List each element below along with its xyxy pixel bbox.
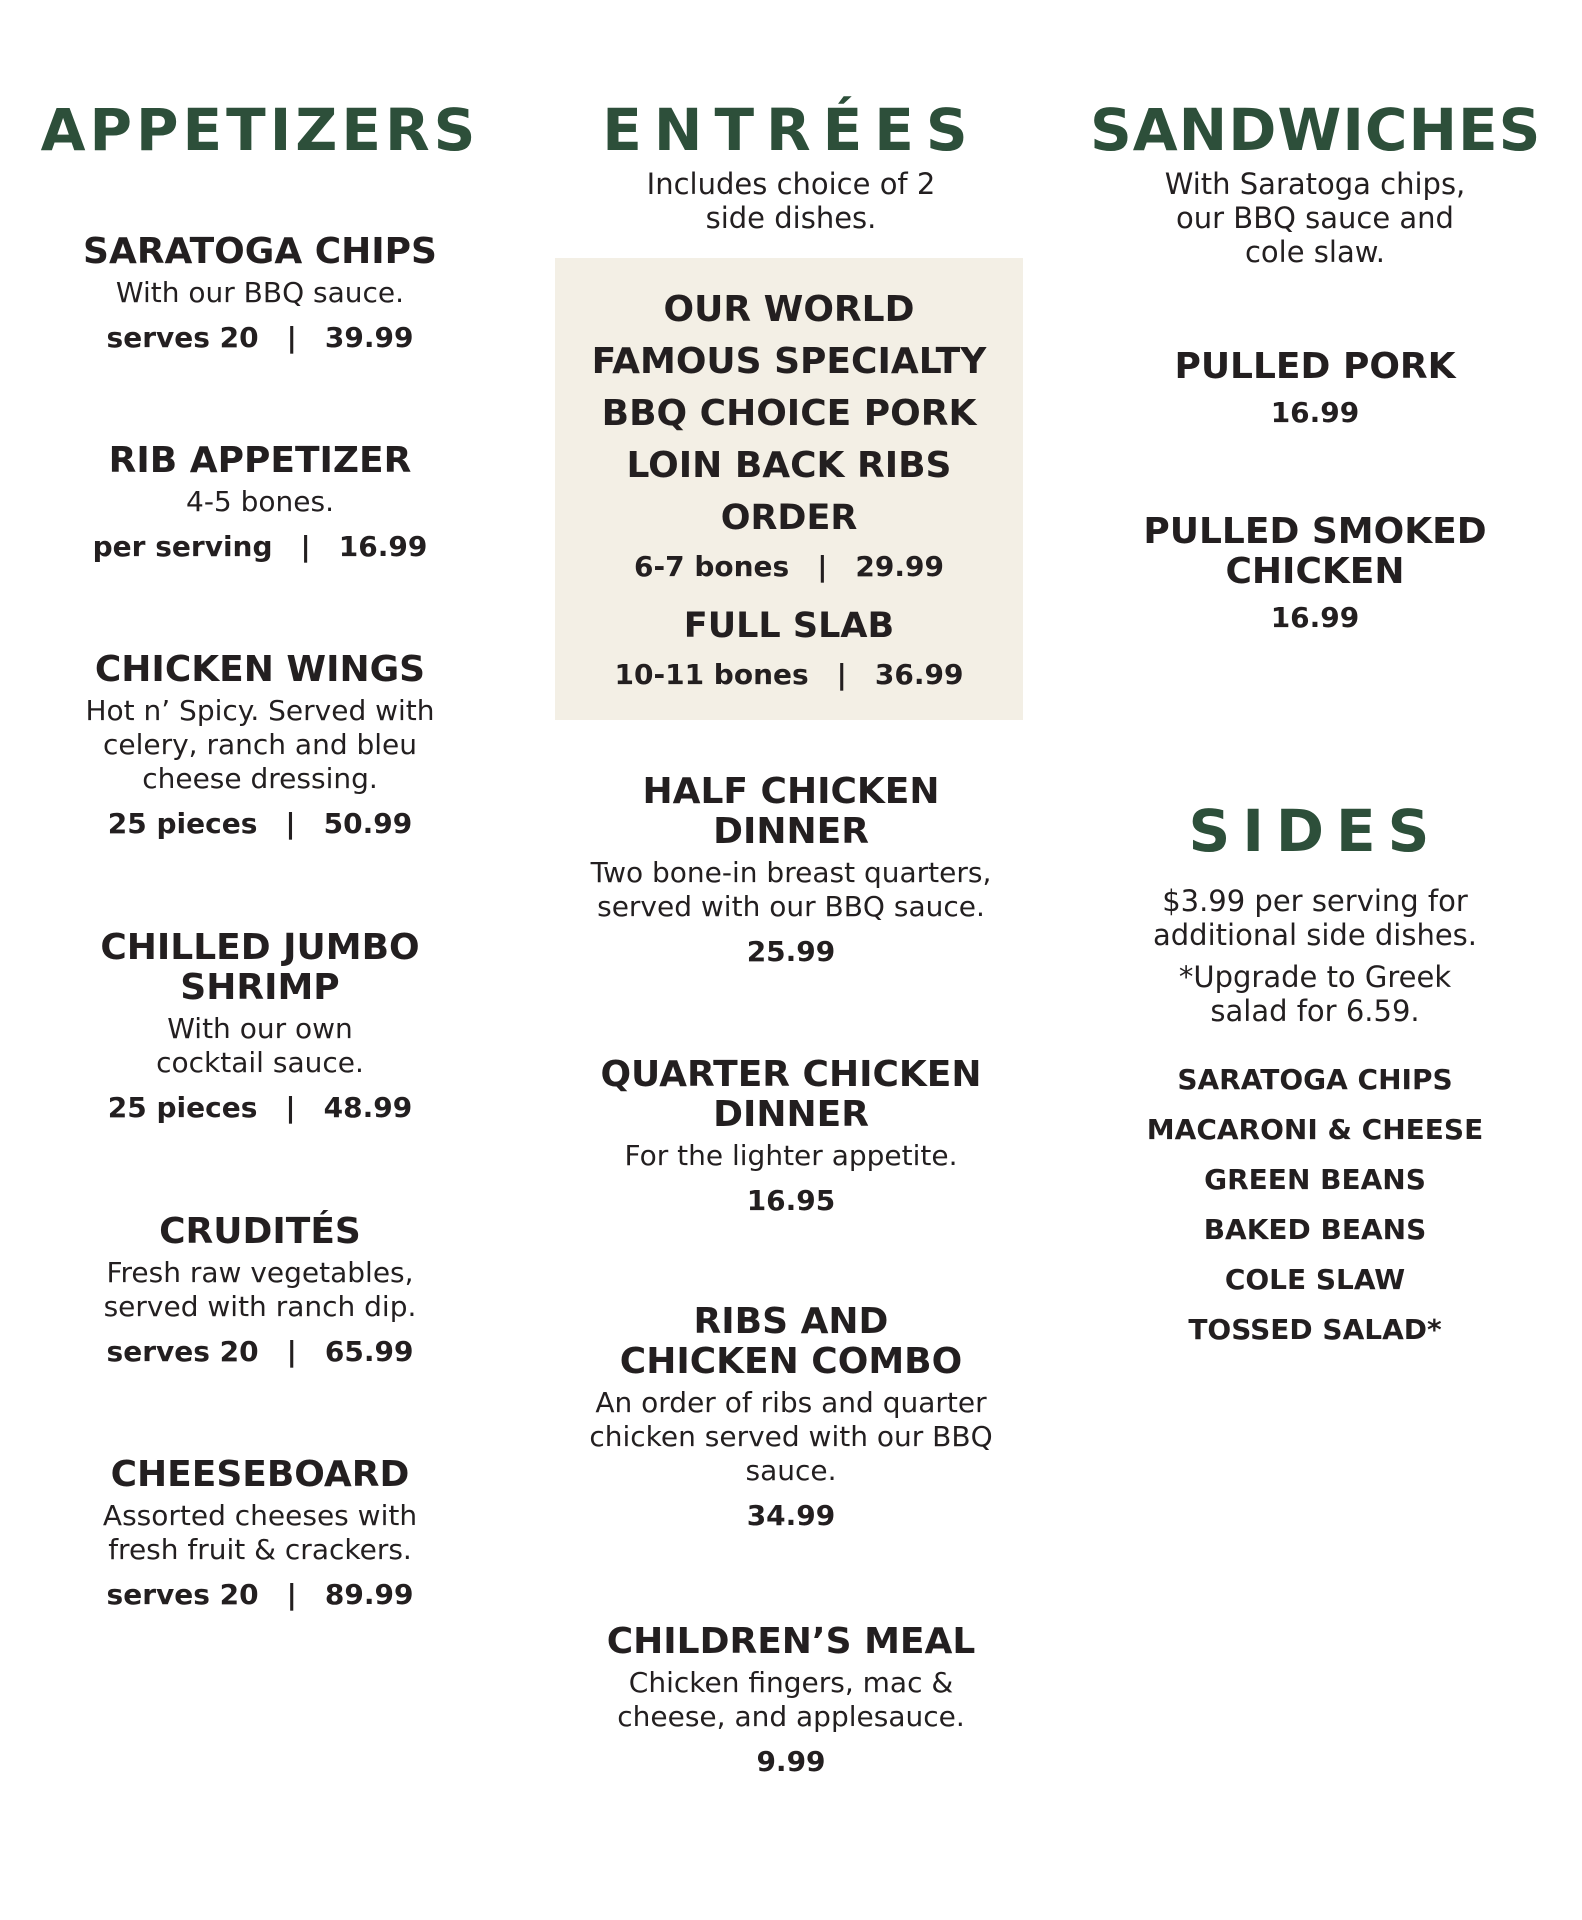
divider: | bbox=[300, 530, 311, 563]
order-label: ORDER bbox=[720, 498, 858, 538]
item-description: An order of ribs and quarter chicken served with our BBQ sauce. bbox=[589, 1386, 993, 1487]
divider: | bbox=[817, 550, 828, 583]
menu-item-saratoga-chips bbox=[40, 232, 480, 356]
divider: | bbox=[286, 1578, 297, 1611]
item-name-line1: RIBS AND bbox=[693, 1301, 889, 1342]
item-quantity: 25 pieces bbox=[107, 1091, 258, 1124]
side-item: SARATOGA CHIPS bbox=[1177, 1063, 1453, 1096]
item-name: CRUDITÉS bbox=[159, 1211, 361, 1252]
featured-title-line1: OUR WORLD bbox=[663, 289, 915, 330]
item-description: Fresh raw vegetables, served with ranch dip. bbox=[103, 1256, 417, 1323]
item-price: 50.99 bbox=[323, 807, 413, 840]
item-name-line2: SHRIMP bbox=[180, 967, 340, 1008]
item-quantity: serves 20 bbox=[106, 1335, 259, 1368]
item-quantity: serves 20 bbox=[106, 1578, 259, 1611]
sides-upgrade-note: *Upgrade to Greek salad for 6.59. bbox=[1178, 960, 1452, 1028]
featured-specialty-box bbox=[555, 258, 1023, 720]
item-price: 34.99 bbox=[746, 1499, 836, 1532]
menu-item-quarter-chicken-dinner bbox=[546, 1055, 1036, 1219]
item-name-line1: CHILLED JUMBO bbox=[100, 927, 420, 968]
item-description: Hot n’ Spicy. Served with celery, ranch and bleu cheese dressing. bbox=[85, 694, 435, 795]
item-name: CHEESEBOARD bbox=[110, 1454, 410, 1495]
menu-item-pulled-pork bbox=[1090, 347, 1540, 431]
sandwiches-heading: SANDWICHES bbox=[1090, 96, 1542, 164]
divider: | bbox=[285, 807, 296, 840]
item-name-line2: DINNER bbox=[713, 811, 869, 852]
side-item: MACARONI & CHEESE bbox=[1146, 1113, 1484, 1146]
divider: | bbox=[285, 1091, 296, 1124]
sides-heading: SIDES bbox=[1188, 797, 1442, 865]
item-description: Chicken fingers, mac & cheese, and applesauce. bbox=[617, 1666, 965, 1733]
entrees-subtitle: Includes choice of 2 side dishes. bbox=[646, 167, 936, 235]
divider: | bbox=[836, 658, 847, 691]
item-name-line1: HALF CHICKEN bbox=[642, 771, 940, 812]
item-description: For the lighter appetite. bbox=[624, 1139, 958, 1172]
item-name-line2: CHICKEN COMBO bbox=[619, 1341, 963, 1382]
item-price: 65.99 bbox=[324, 1335, 414, 1368]
item-price-line bbox=[40, 1577, 480, 1613]
item-price-line bbox=[40, 1090, 480, 1126]
item-description: With our own cocktail sauce. bbox=[156, 1012, 364, 1079]
side-item: GREEN BEANS bbox=[1204, 1163, 1426, 1196]
appetizers-heading: APPETIZERS bbox=[40, 96, 480, 164]
full-slab-label: FULL SLAB bbox=[683, 606, 895, 646]
item-description: 4-5 bones. bbox=[186, 485, 334, 518]
menu-item-pulled-smoked-chicken bbox=[1090, 512, 1540, 636]
item-name-line2: CHICKEN bbox=[1225, 551, 1405, 592]
featured-full-slab bbox=[555, 606, 1023, 692]
menu-item-crudites bbox=[40, 1212, 480, 1370]
item-quantity: per serving bbox=[92, 530, 273, 563]
full-slab-price: 36.99 bbox=[874, 658, 964, 691]
item-price: 16.99 bbox=[338, 530, 428, 563]
item-price: 16.95 bbox=[746, 1184, 836, 1217]
sides-list bbox=[1090, 1055, 1540, 1355]
item-price: 25.99 bbox=[746, 935, 836, 968]
item-name: CHICKEN WINGS bbox=[94, 649, 426, 690]
divider: | bbox=[286, 321, 297, 354]
menu-item-half-chicken-dinner bbox=[546, 772, 1036, 970]
full-slab-quantity: 10-11 bones bbox=[614, 658, 809, 691]
item-name: SARATOGA CHIPS bbox=[83, 231, 437, 272]
menu-item-chilled-jumbo-shrimp bbox=[40, 928, 480, 1126]
order-price-line bbox=[555, 550, 1023, 584]
order-quantity: 6-7 bones bbox=[633, 550, 790, 583]
item-name-line2: DINNER bbox=[713, 1094, 869, 1135]
item-quantity: 25 pieces bbox=[107, 807, 258, 840]
item-name-line1: PULLED SMOKED bbox=[1143, 511, 1487, 552]
side-item: TOSSED SALAD* bbox=[1188, 1313, 1442, 1346]
side-item: BAKED BEANS bbox=[1203, 1213, 1427, 1246]
featured-title-line2: FAMOUS SPECIALTY bbox=[591, 341, 987, 382]
item-price-line bbox=[40, 1334, 480, 1370]
featured-title bbox=[555, 284, 1023, 492]
full-slab-price-line bbox=[555, 658, 1023, 692]
menu-item-childrens-meal bbox=[546, 1622, 1036, 1780]
menu-item-rib-appetizer bbox=[40, 441, 480, 565]
item-description: Assorted cheeses with fresh fruit & crackers. bbox=[102, 1499, 418, 1566]
sides-note: $3.99 per serving for additional side dishes. bbox=[1153, 884, 1477, 952]
item-name: RIB APPETIZER bbox=[108, 440, 412, 481]
item-name-line1: QUARTER CHICKEN bbox=[600, 1054, 982, 1095]
item-name: CHILDREN’S MEAL bbox=[606, 1621, 976, 1662]
entrees-heading: ENTRÉES bbox=[602, 96, 980, 164]
order-price: 29.99 bbox=[855, 550, 944, 583]
side-item: COLE SLAW bbox=[1224, 1263, 1406, 1296]
item-name: PULLED PORK bbox=[1174, 346, 1456, 387]
item-price: 39.99 bbox=[324, 321, 414, 354]
divider: | bbox=[286, 1335, 297, 1368]
featured-title-line4: LOIN BACK RIBS bbox=[626, 445, 952, 486]
item-price: 48.99 bbox=[323, 1091, 413, 1124]
item-quantity: serves 20 bbox=[106, 321, 259, 354]
menu-item-ribs-and-chicken-combo bbox=[546, 1302, 1036, 1534]
featured-order bbox=[555, 498, 1023, 584]
menu-item-cheeseboard bbox=[40, 1455, 480, 1613]
featured-title-line3: BBQ CHOICE PORK bbox=[601, 393, 977, 434]
item-price: 89.99 bbox=[324, 1578, 414, 1611]
item-description: Two bone-in breast quarters, served with our BBQ sauce. bbox=[590, 856, 992, 923]
item-description: With our BBQ sauce. bbox=[115, 276, 405, 309]
item-price-line bbox=[40, 320, 480, 356]
item-price-line bbox=[44, 806, 476, 842]
item-price: 16.99 bbox=[1270, 396, 1360, 429]
item-price: 9.99 bbox=[756, 1745, 826, 1778]
menu-item-chicken-wings bbox=[40, 650, 480, 842]
item-price: 16.99 bbox=[1270, 601, 1360, 634]
sandwiches-subtitle: With Saratoga chips, our BBQ sauce and cole slaw. bbox=[1164, 167, 1466, 269]
item-price-line bbox=[40, 529, 480, 565]
